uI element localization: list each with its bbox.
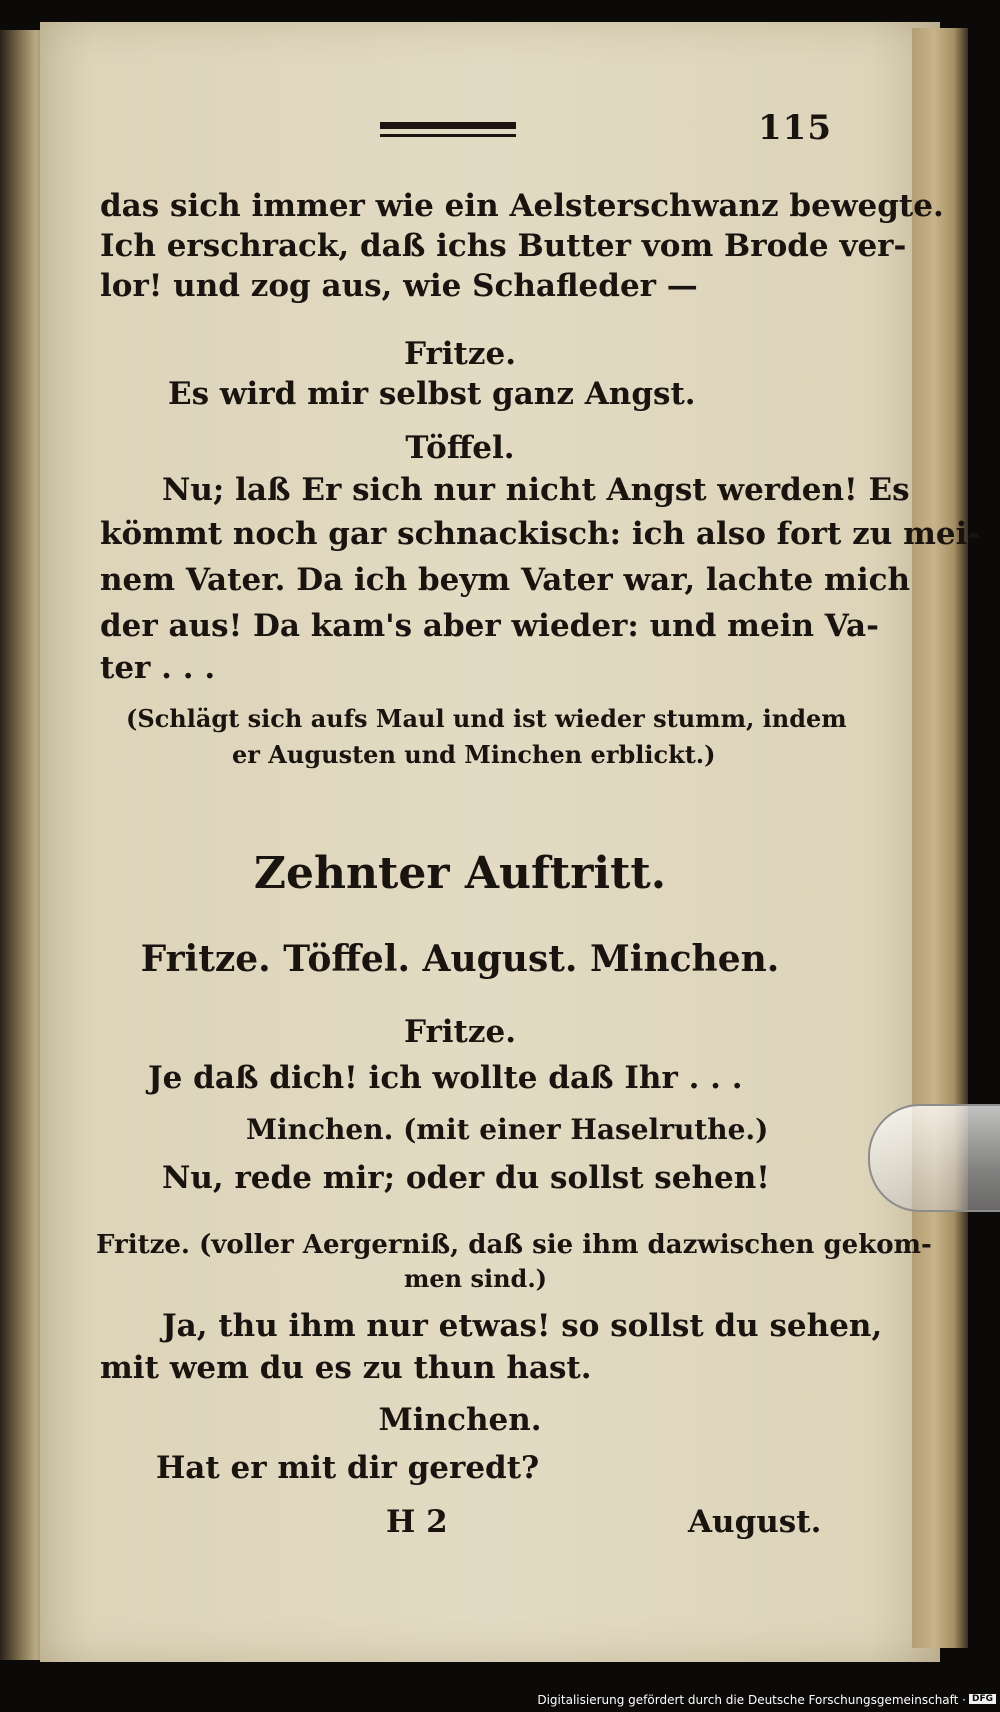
page-number: 115	[758, 108, 832, 148]
speech-line: kömmt noch gar schnackisch: ich also fort zu mei-	[100, 516, 981, 552]
speech-line: Hat er mit dir geredt?	[156, 1450, 540, 1486]
body-line: Ich erschrack, daß ichs Butter vom Brode ver-	[100, 228, 907, 264]
signature-mark: H 2	[386, 1504, 448, 1540]
speaker-fritze-direction: men sind.)	[404, 1264, 548, 1293]
header-rule	[380, 122, 516, 129]
dfg-logo: DFG	[969, 1694, 996, 1704]
speaker-toeffel: Töffel.	[405, 430, 515, 466]
footer-credit: Digitalisierung gefördert durch die Deutsche Forschungsgemeinschaft ·	[537, 1693, 966, 1707]
speaker-fritze-direction: Fritze. (voller Aergerniß, daß sie ihm dazwischen gekom-	[96, 1230, 932, 1260]
speaker-minchen: Minchen.	[378, 1402, 542, 1438]
page-clip	[868, 1104, 1000, 1212]
body-line: lor! und zog aus, wie Schafleder —	[100, 268, 698, 304]
speech-line: mit wem du es zu thun hast.	[100, 1350, 592, 1386]
body-line: das sich immer wie ein Aelsterschwanz bewegte.	[100, 188, 944, 224]
speech-line: Ja, thu ihm nur etwas! so sollst du sehen,	[162, 1308, 883, 1344]
speech-line: der aus! Da kam's aber wieder: und mein Va-	[100, 608, 879, 644]
speech-line: Je daß dich! ich wollte daß Ihr . . .	[148, 1060, 743, 1096]
scene-title: Zehnter Auftritt.	[253, 848, 667, 899]
speaker-minchen: Minchen. (mit einer Haselruthe.)	[246, 1113, 769, 1146]
speech-line: Es wird mir selbst ganz Angst.	[168, 376, 696, 412]
page-stack-edge	[912, 28, 968, 1648]
speech-line: Nu, rede mir; oder du sollst sehen!	[162, 1160, 770, 1196]
speech-line: ter . . .	[100, 650, 216, 686]
cast-list: Fritze. Töffel. August. Minchen.	[140, 938, 780, 980]
stage-direction: er Augusten und Minchen erblickt.)	[232, 740, 716, 769]
speech-line: nem Vater. Da ich beym Vater war, lachte mich	[100, 562, 911, 598]
left-page-edge	[0, 30, 42, 1660]
catchword: August.	[688, 1504, 822, 1540]
stage-direction: (Schlägt sich aufs Maul und ist wieder stumm, indem	[126, 704, 847, 733]
speech-line: Nu; laß Er sich nur nicht Angst werden! Es	[162, 472, 910, 508]
speaker-fritze: Fritze.	[403, 336, 516, 372]
speaker-fritze: Fritze.	[403, 1014, 516, 1050]
header-rule-lower	[380, 134, 516, 137]
